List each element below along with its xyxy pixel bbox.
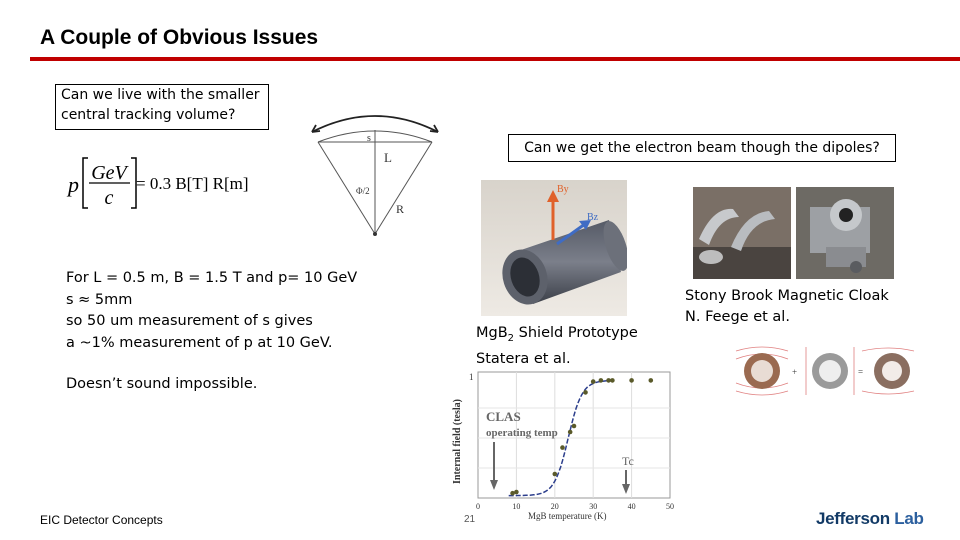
graph-xlabel <box>528 511 606 521</box>
mgb2-caption-suffix: Shield Prototype <box>514 325 638 341</box>
cloak-photo-left <box>693 187 791 279</box>
title-underline <box>30 57 960 61</box>
sagitta-label-phi: Φ/2 <box>356 186 370 196</box>
logo-suffix: Lab <box>894 509 924 528</box>
cloak-field-diagram <box>734 343 922 399</box>
question-line-1: Can we live with the smaller <box>61 87 260 103</box>
graph-xlabel-suffix: temperature (K) <box>546 511 607 521</box>
formula-rhs: = 0.3 B[T] R[m] <box>136 174 249 193</box>
x-tick-label: 10 <box>512 502 521 511</box>
question-line-2: central tracking volume? <box>61 107 236 123</box>
calc-line-2: s ≈ 5mm <box>66 291 133 308</box>
shielding-graph <box>448 366 674 524</box>
data-point <box>560 445 565 450</box>
graph-ylabel: Internal field (tesla) <box>452 399 463 484</box>
x-tick-label: 40 <box>627 502 636 511</box>
question-box-beam: Can we get the electron beam though the dipoles? <box>508 134 896 162</box>
cloak-caption <box>685 286 889 328</box>
mgb2-caption-line-2: Statera et al. <box>476 350 571 367</box>
sagitta-label-R: R <box>396 202 405 216</box>
x-tick-label: 30 <box>589 502 598 511</box>
calc-line-1: For L = 0.5 m, B = 1.5 T and p= 10 GeV <box>66 270 358 286</box>
sagitta-label-s: s <box>367 133 371 144</box>
cloak-equals-sign: = <box>858 367 864 377</box>
formula-p: p <box>68 172 79 197</box>
label-Bz: Bz <box>587 212 599 223</box>
calculation-block <box>66 268 357 354</box>
mgb2-caption-prefix: MgB <box>476 325 508 341</box>
mgb2-caption-line-1 <box>476 323 638 349</box>
graph-xlabel-prefix: MgB <box>528 511 547 521</box>
data-point <box>568 430 573 435</box>
formula-unit-top: GeV <box>91 162 127 184</box>
x-tick-labels <box>476 502 674 511</box>
data-point <box>514 490 519 495</box>
logo-text: Jefferson <box>816 509 890 528</box>
calc-line-3: so 50 um measurement of s gives <box>66 313 313 329</box>
sagitta-label-L: L <box>384 150 392 165</box>
jefferson-lab-logo <box>816 509 924 529</box>
data-point <box>591 379 596 384</box>
graph-annotation-clas: CLAS <box>486 409 521 424</box>
footer-text: EIC Detector Concepts <box>40 513 163 527</box>
mgb2-caption <box>476 323 638 370</box>
mgb2-shield-photo <box>481 180 627 316</box>
data-point <box>629 378 634 383</box>
data-point <box>583 390 588 395</box>
mgb2-caption-subscript: 2 <box>507 332 515 344</box>
graph-tc-label: Tc <box>622 454 634 468</box>
label-By: By <box>557 184 569 195</box>
slide-title: A Couple of Obvious Issues <box>40 26 319 49</box>
cloak-caption-line-1: Stony Brook Magnetic Cloak <box>685 288 889 304</box>
formula-unit-bottom: c <box>104 187 114 209</box>
conclusion-text: Doesn’t sound impossible. <box>66 376 258 392</box>
cloak-plus-sign: + <box>792 367 798 377</box>
x-tick-label: 0 <box>476 502 480 511</box>
x-tick-label: 20 <box>550 502 559 511</box>
graph-annotation-temp: operating temp <box>486 427 558 439</box>
data-point <box>599 378 604 383</box>
data-point <box>649 378 654 383</box>
data-point <box>572 424 577 429</box>
sagitta-diagram <box>300 106 450 242</box>
data-point <box>610 378 615 383</box>
graph-ytick-1: 1 <box>469 372 474 382</box>
calc-line-4: a ~1% measurement of p at 10 GeV. <box>66 334 333 351</box>
cloak-photo-right <box>796 187 894 279</box>
question-box-tracking <box>55 84 269 130</box>
page-number: 21 <box>464 514 476 525</box>
data-point <box>553 472 558 477</box>
cloak-caption-line-2: N. Feege et al. <box>685 309 790 325</box>
momentum-formula <box>66 152 276 214</box>
x-tick-label: 50 <box>666 502 674 511</box>
